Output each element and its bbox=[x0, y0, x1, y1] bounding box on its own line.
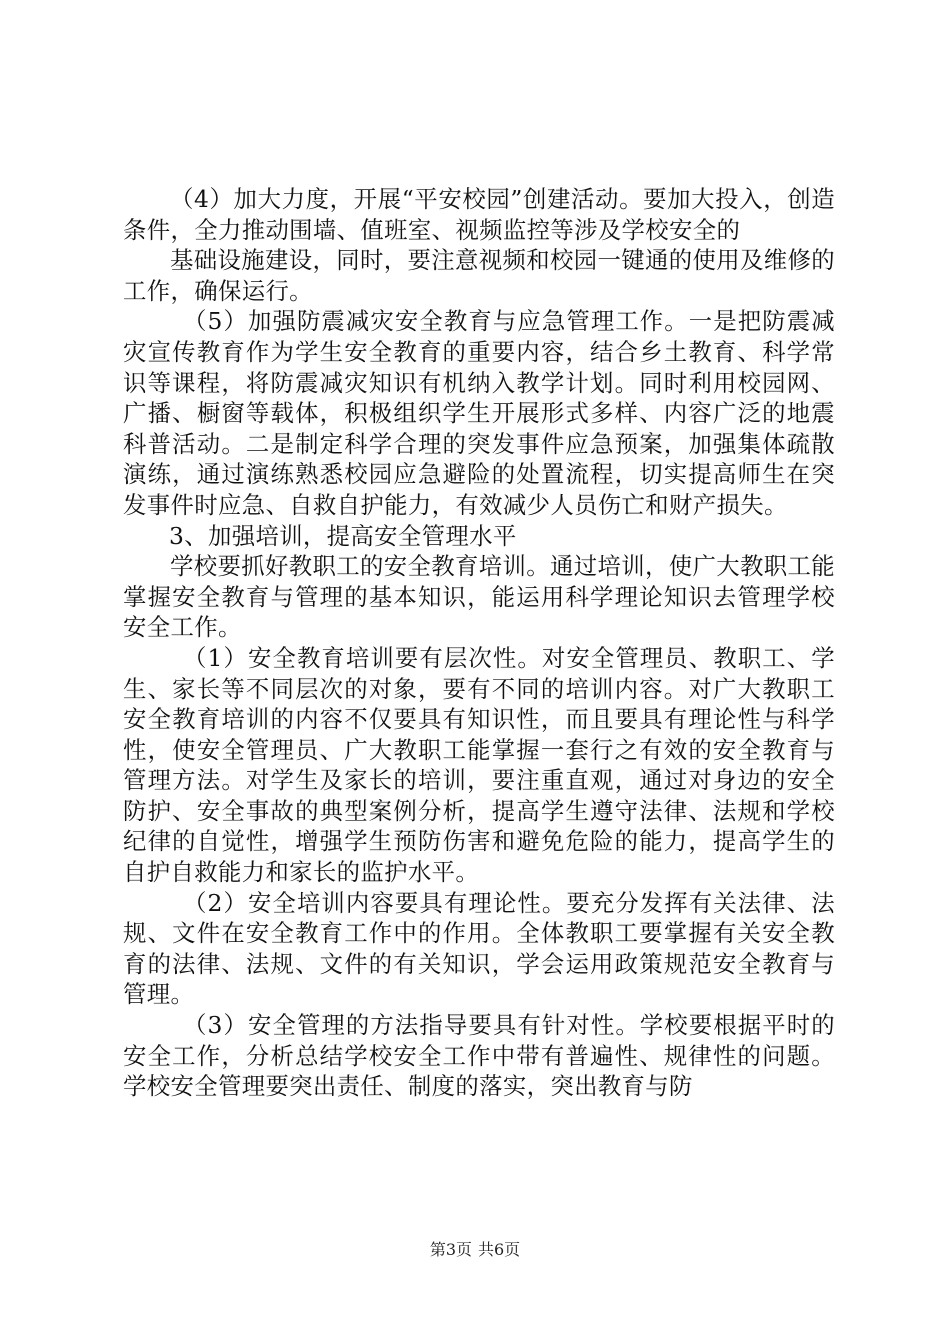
paragraph-management-methods: （3）安全管理的方法指导要具有针对性。学校要根据平时的安全工作，分析总结学校安全工作中带有普遍性、规律性的问题。学校安全管理要突出责任、制度的落实，突出教育与防 bbox=[123, 1011, 835, 1101]
paragraph-training-levels: （1）安全教育培训要有层次性。对安全管理员、教职工、学生、家长等不同层次的对象，要有不同的培训内容。对广大教职工安全教育培训的内容不仅要具有知识性，而且要具有理论性与科学性，使安全管理员、广大教职工能掌握一套行之有效的安全教育与管理方法。对学生及家长的培训，要注重直观，通过对身边的安全防护、安全事故的典型案例分析，提高学生遵守法律、法规和学校纪律的自觉性，增强学生预防伤害和避免危险的能力，提高学生的自护自救能力和家长的监护水平。 bbox=[123, 643, 835, 887]
paragraph-earthquake-education: （5）加强防震减灾安全教育与应急管理工作。一是把防震减灾宣传教育作为学生安全教育的重要内容，结合乡土教育、科学常识等课程，将防震减灾知识有机纳入教学计划。同时利用校园网、广播、橱窗等载体，积极组织学生开展形式多样、内容广泛的地震科普活动。二是制定科学合理的突发事件应急预案，加强集体疏散演练，通过演练熟悉校园应急避险的处置流程，切实提高师生在突发事件时应急、自救自护能力，有效减少人员伤亡和财产损失。 bbox=[123, 307, 835, 519]
section-heading-training: 3、加强培训，提高安全管理水平 bbox=[169, 521, 517, 550]
page-number: 第3页 bbox=[429, 1240, 472, 1259]
page-total: 共6页 bbox=[478, 1240, 521, 1259]
page-footer bbox=[0, 1240, 950, 1260]
paragraph-campus-safety-construction: （4）加大力度，开展“平安校园”创建活动。要加大投入，创造条件，全力推动围墙、值班室、视频监控等涉及学校安全的 bbox=[123, 185, 835, 244]
paragraph-infrastructure: 基础设施建设，同时，要注意视频和校园一键通的使用及维修的工作，确保运行。 bbox=[123, 246, 835, 305]
paragraph-staff-training: 学校要抓好教职工的安全教育培训。通过培训，使广大教职工能掌握安全教育与管理的基本知识，能运用科学理论知识去管理学校安全工作。 bbox=[123, 552, 835, 642]
document-body bbox=[123, 184, 835, 1102]
paragraph-training-theory: （2）安全培训内容要具有理论性。要充分发挥有关法律、法规、文件在安全教育工作中的作用。全体教职工要掌握有关安全教育的法律、法规、文件的有关知识，学会运用政策规范安全教育与管理。 bbox=[123, 888, 835, 1009]
